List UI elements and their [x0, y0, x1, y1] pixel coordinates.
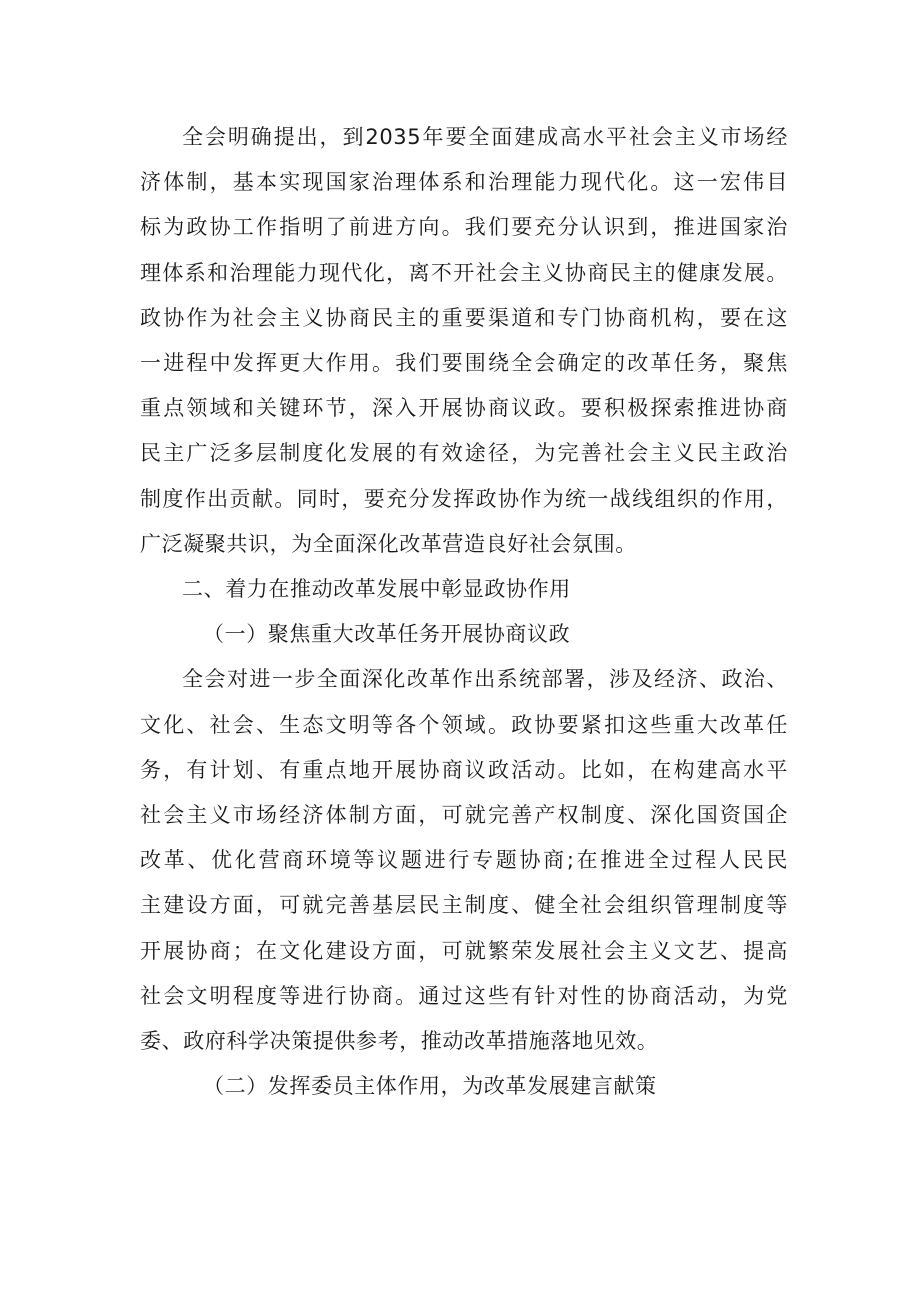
subsection-heading-1: （一）聚焦重大改革任务开展协商议政 [203, 622, 571, 647]
paragraph-2-line: 社会主义市场经济体制方面，可就完善产权制度、深化国资国企 [140, 803, 788, 828]
paragraph-1-line: 广泛凝聚共识，为全面深化改革营造良好社会氛围。 [140, 531, 637, 556]
paragraph-1-line: 重点领域和关键环节，深入开展协商议政。要积极探索推进协商 [140, 396, 788, 421]
paragraph-2-line: 全会对进一步全面深化改革作出系统部署，涉及经济、政治、 [182, 667, 788, 692]
paragraph-1-line: 理体系和治理能力现代化，离不开社会主义协商民主的健康发展。 [140, 260, 788, 285]
section-heading: 二、着力在推动改革发展中彰显政协作用 [182, 577, 571, 602]
paragraph-2-line: 主建设方面，可就完善基层民主制度、健全社会组织管理制度等 [140, 893, 788, 918]
paragraph-2-line: 改革、优化营商环境等议题进行专题协商;在推进全过程人民民 [140, 848, 788, 873]
paragraph-2-line: 文化、社会、生态文明等各个领域。政协要紧扣这些重大改革任 [140, 712, 788, 737]
paragraph-1-line: 民主广泛多层制度化发展的有效途径，为完善社会主义民主政治 [140, 441, 788, 466]
paragraph-2-line: 委、政府科学决策提供参考，推动改革措施落地见效。 [140, 1029, 659, 1054]
paragraph-1-line: 标为政协工作指明了前进方向。我们要充分认识到，推进国家治 [140, 215, 788, 240]
paragraph-1-line: 制度作出贡献。同时，要充分发挥政协作为统一战线组织的作用， [140, 486, 788, 511]
paragraph-2-line: 社会文明程度等进行协商。通过这些有针对性的协商活动，为党 [140, 983, 788, 1008]
paragraph-1-line: 一进程中发挥更大作用。我们要围绕全会确定的改革任务，聚焦 [140, 351, 788, 376]
paragraph-2 [140, 657, 788, 1064]
paragraph-1-line: 政协作为社会主义协商民主的重要渠道和专门协商机构，要在这 [140, 305, 788, 330]
paragraph-1-line: 济体制，基本实现国家治理体系和治理能力现代化。这一宏伟目 [140, 170, 788, 195]
document-body [140, 115, 788, 1109]
paragraph-2-line: 开展协商；在文化建设方面，可就繁荣发展社会主义文艺、提高 [140, 938, 788, 963]
paragraph-1 [140, 115, 788, 567]
paragraph-2-line: 务，有计划、有重点地开展协商议政活动。比如，在构建高水平 [140, 757, 788, 782]
subsection-heading-2: （二）发挥委员主体作用，为改革发展建言献策 [203, 1074, 657, 1099]
paragraph-1-line: 全会明确提出，到2035年要全面建成高水平社会主义市场经 [182, 125, 788, 149]
